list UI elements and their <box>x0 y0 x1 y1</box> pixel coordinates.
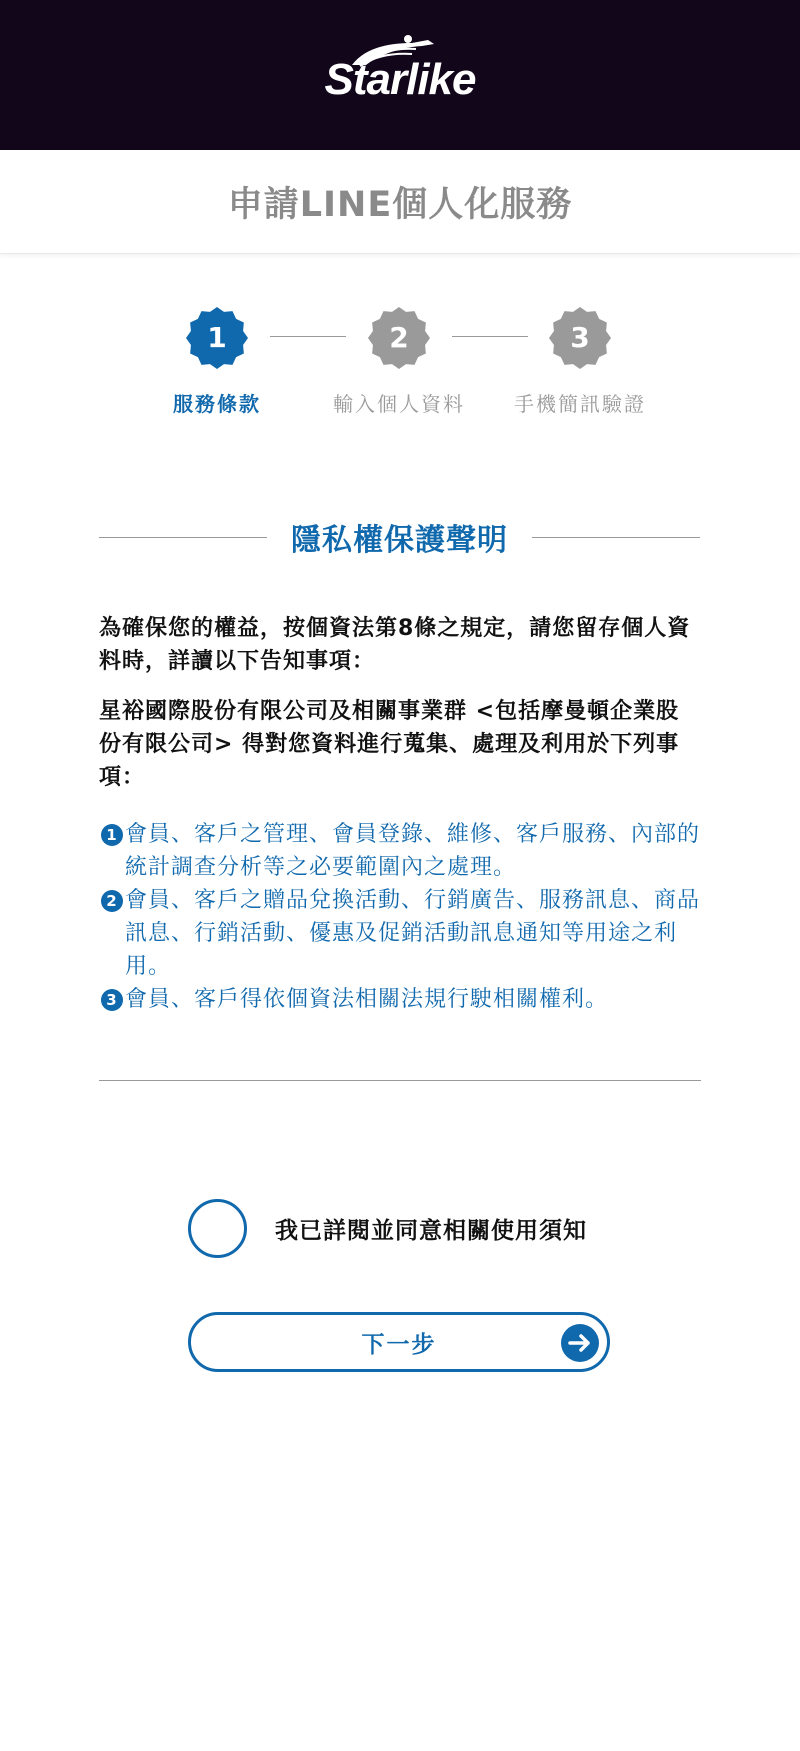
arrow-right-circle-icon <box>561 1324 599 1362</box>
privacy-paragraph-2: 星裕國際股份有限公司及相關事業群 <包括摩曼頓企業股份有限公司> 得對您資料進行蒐集、處理及利用於下列事項： <box>99 699 680 790</box>
step-number-3: 3 <box>570 321 590 354</box>
step-label-3: 手機簡訊驗證 <box>514 392 646 416</box>
step-badge-3 <box>548 306 612 370</box>
list-item <box>99 983 701 1016</box>
brand-wordmark: Starlike <box>324 55 476 104</box>
step-1 <box>127 306 307 417</box>
list-item-text: 會員、客戶之贈品兌換活動、行銷廣告、服務訊息、商品訊息、行銷活動、優惠及促銷活動訊息通知等用途之利用。 <box>125 888 701 979</box>
step-badge-2 <box>367 306 431 370</box>
step-label-1: 服務條款 <box>173 392 261 416</box>
heading-rule-left <box>99 537 267 538</box>
step-2 <box>309 306 489 417</box>
privacy-heading-text: 隱私權保護聲明 <box>291 523 508 558</box>
privacy-heading <box>99 515 700 559</box>
privacy-paragraph-1: 為確保您的權益，按個資法第8條之規定，請您留存個人資料時，詳讀以下告知事項： <box>99 616 691 674</box>
list-item-text: 會員、客戶之管理、會員登錄、維修、客戶服務、內部的統計調查分析等之必要範圍內之處理。 <box>125 822 701 880</box>
brand-logo[interactable] <box>300 35 500 115</box>
number-circle-icon: 2 <box>101 890 123 912</box>
list-item <box>99 818 701 884</box>
number-circle-icon: 1 <box>101 824 123 846</box>
list-item-text: 會員、客戶得依個資法相關法規行駛相關權利。 <box>125 987 609 1012</box>
number-circle-icon: 3 <box>101 989 123 1011</box>
step-label-2: 輸入個人資料 <box>333 392 465 416</box>
title-bar <box>0 150 800 254</box>
agree-label[interactable]: 我已詳閱並同意相關使用須知 <box>275 1217 587 1244</box>
heading-rule-right <box>532 537 700 538</box>
section-divider <box>99 1080 701 1081</box>
list-item <box>99 884 701 983</box>
page-title: 申請LINE個人化服務 <box>227 184 573 225</box>
step-number-2: 2 <box>389 321 409 354</box>
next-button-label: 下一步 <box>361 1331 437 1358</box>
agree-radio[interactable] <box>188 1199 247 1258</box>
app-header <box>0 0 800 150</box>
next-button[interactable] <box>188 1312 610 1372</box>
privacy-list <box>99 818 701 1016</box>
step-badge-1 <box>185 306 249 370</box>
step-number-1: 1 <box>207 321 227 354</box>
step-3 <box>490 306 670 417</box>
agree-option[interactable] <box>188 1198 587 1258</box>
